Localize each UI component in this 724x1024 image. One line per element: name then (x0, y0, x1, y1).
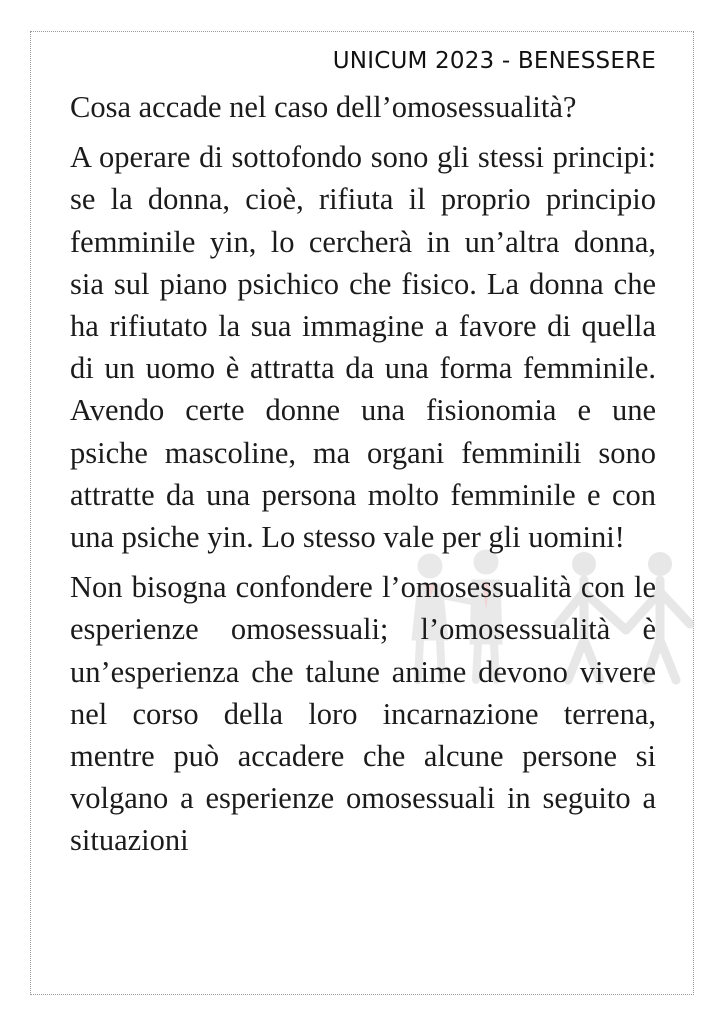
article-heading: Cosa accade nel caso dell’omosessualità? (70, 90, 577, 124)
page-header: UNICUM 2023 - BENESSERE (332, 48, 656, 74)
article-body (70, 86, 656, 870)
article-paragraph: Non bisogna confondere l’omosessualità con le esperienze omosessuali; l’omosessualità è un’esperienza che talune anime devono vivere nel corso della loro incarnazione terrena, mentre può accadere che alcune persone si volgano a esperienze omosessuali in seguito a situazioni (70, 570, 656, 858)
article-paragraph: A operare di sottofondo sono gli stessi principi: se la donna, cioè, rifiuta il proprio principio femminile yin, lo cercherà in un’altra donna, sia sul piano psichico che fisico. La donna che ha rifiutato la sua immagine a favore di quella di un uomo è attratta da una forma femminile. Avendo certe donne una fisionomia e une psiche mascoline, ma organi femminili sono attratte da una persona molto femminile e con una psiche yin. Lo stesso vale per gli uomini! (70, 140, 656, 555)
